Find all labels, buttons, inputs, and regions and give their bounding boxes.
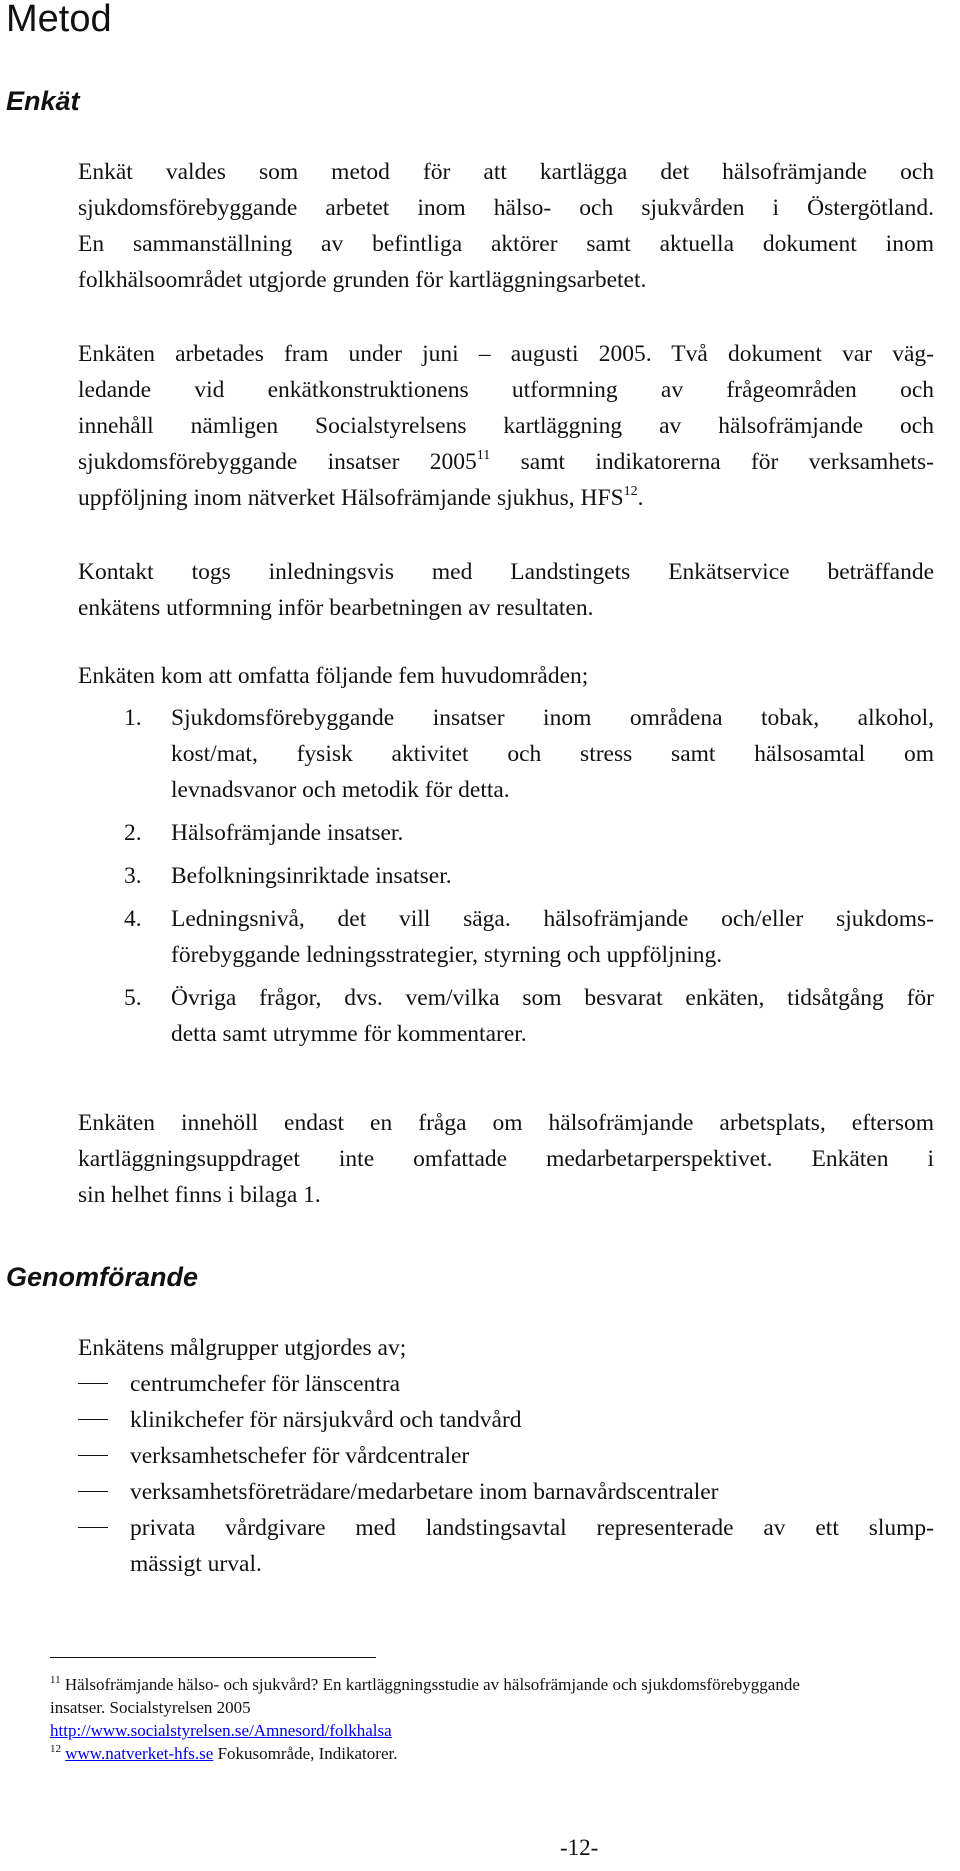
- text-segment: samt indikatorerna för verksamhets-: [490, 449, 935, 475]
- list-item-text: [171, 815, 934, 851]
- footnote-text: Fokusområde, Indikatorer.: [213, 1744, 398, 1763]
- dash-bullet-icon: [78, 1455, 108, 1456]
- list-item: [78, 980, 934, 1052]
- text-line: verksamhetschefer för vårdcentraler: [130, 1443, 470, 1469]
- footnote-link-natverket-hfs[interactable]: www.natverket-hfs.se: [65, 1744, 214, 1763]
- list-item: [78, 1474, 934, 1510]
- text-line: [78, 444, 934, 480]
- dash-bullet-icon: [78, 1491, 108, 1492]
- list-item: [78, 815, 934, 851]
- footnote-text: Hälsofrämjande hälso- och sjukvård? En kartläggningsstudie av hälsofrämjande och sjukdomsförebyggande: [60, 1675, 800, 1694]
- page-title: Metod: [6, 0, 112, 40]
- text-line: sjukdomsförebyggande arbetet inom hälso- och sjukvården i Östergötland.: [78, 195, 934, 221]
- text-line: enkätens utformning inför bearbetningen av resultaten.: [78, 595, 594, 621]
- text-line: Enkäten kom att omfatta följande fem huvudområden;: [78, 663, 589, 689]
- list-item: [78, 1438, 934, 1474]
- footnote-12: [50, 1742, 954, 1765]
- page-number: -12-: [560, 1835, 599, 1860]
- text-line: [78, 480, 934, 516]
- list-item: [78, 700, 934, 808]
- text-line: verksamhetsföreträdare/medarbetare inom barnavårdscentraler: [130, 1479, 719, 1505]
- list-number: 3.: [124, 863, 142, 889]
- text-line: klinikchefer för närsjukvård och tandvård: [130, 1407, 522, 1433]
- text-line: innehåll nämligen Socialstyrelsens kartläggning av hälsofrämjande och: [78, 413, 934, 439]
- text-line: Enkätens målgrupper utgjordes av;: [78, 1335, 407, 1361]
- text-line: kartläggningsuppdraget inte omfattade medarbetarperspektivet. Enkäten i: [78, 1146, 934, 1172]
- text-line: folkhälsoområdet utgjorde grunden för kartläggningsarbetet.: [78, 267, 647, 293]
- footnote-ref-12[interactable]: 12: [623, 484, 638, 499]
- list-item-text: [130, 1474, 934, 1510]
- text-line: En sammanställning av befintliga aktörer samt aktuella dokument inom: [78, 231, 934, 257]
- footnote-divider: [50, 1657, 376, 1658]
- text-line: Övriga frågor, dvs. vem/vilka som besvarat enkäten, tidsåtgång för: [171, 985, 934, 1011]
- list-item-text: [171, 901, 934, 973]
- list-item-text: [171, 700, 934, 808]
- list-number: 5.: [124, 985, 142, 1011]
- text-segment: sjukdomsförebyggande insatser 2005: [78, 449, 477, 475]
- text-segment: .: [637, 485, 644, 511]
- dash-bullet-icon: [78, 1383, 108, 1384]
- paragraph-target-groups-intro: [78, 1330, 934, 1366]
- text-line: privata vårdgivare med landstingsavtal representerade av ett slump-: [130, 1515, 934, 1541]
- list-item: [78, 858, 934, 894]
- text-line: Enkät valdes som metod för att kartlägga det hälsofrämjande och: [78, 159, 934, 185]
- list-item: [78, 1402, 934, 1438]
- paragraph-survey-development: [78, 336, 934, 516]
- list-number: 2.: [124, 820, 142, 846]
- dash-bullet-icon: [78, 1419, 108, 1420]
- text-line: Hälsofrämjande insatser.: [171, 820, 404, 846]
- text-line: Sjukdomsförebyggande insatser inom områdena tobak, alkohol,: [171, 705, 934, 731]
- list-item: [78, 901, 934, 973]
- paragraph-workplace-question: [78, 1105, 934, 1213]
- paragraph-contact: [78, 554, 934, 626]
- list-item-text: [171, 858, 934, 894]
- list-item-text: [130, 1402, 934, 1438]
- text-line: förebyggande ledningsstrategier, styrning och uppföljning.: [171, 942, 723, 968]
- paragraph-intro: [78, 154, 934, 298]
- list-item: [78, 1510, 934, 1582]
- footnote-link-row: [50, 1719, 954, 1742]
- main-areas-list: [78, 700, 934, 1059]
- text-line: Ledningsnivå, det vill säga. hälsofrämjande och/eller sjukdoms-: [171, 906, 934, 932]
- text-line: ledande vid enkätkonstruktionens utformning av frågeområden och: [78, 377, 934, 403]
- text-line: levnadsvanor och metodik för detta.: [171, 777, 510, 803]
- footnote-ref-11[interactable]: 11: [476, 448, 491, 463]
- text-line: detta samt utrymme för kommentarer.: [171, 1021, 527, 1047]
- section-heading-enkat: Enkät: [6, 86, 80, 116]
- text-line: sin helhet finns i bilaga 1.: [78, 1182, 321, 1208]
- list-item-text: [130, 1510, 934, 1582]
- footnotes: [50, 1673, 954, 1765]
- text-segment: uppföljning inom nätverket Hälsofrämjande sjukhus, HFS: [78, 485, 624, 511]
- footnote-number: 11: [50, 1674, 61, 1686]
- text-line: Kontakt togs inledningsvis med Landstingets Enkätservice beträffande: [78, 559, 934, 585]
- dash-bullet-icon: [78, 1527, 108, 1528]
- list-number: 1.: [124, 705, 142, 731]
- text-line: Enkäten arbetades fram under juni – augusti 2005. Två dokument var väg-: [78, 341, 934, 367]
- footnote-number: 12: [50, 1743, 61, 1755]
- list-number: 4.: [124, 906, 142, 932]
- text-line: kost/mat, fysisk aktivitet och stress samt hälsosamtal om: [171, 741, 934, 767]
- text-line: centrumchefer för länscentra: [130, 1371, 401, 1397]
- list-item-text: [130, 1438, 934, 1474]
- text-line: Befolkningsinriktade insatser.: [171, 863, 452, 889]
- target-groups-list: [78, 1366, 934, 1582]
- section-heading-genomforande: Genomförande: [6, 1262, 199, 1292]
- text-line: Enkäten innehöll endast en fråga om hälsofrämjande arbetsplats, eftersom: [78, 1110, 934, 1136]
- list-item-text: [130, 1366, 934, 1402]
- list-item-text: [171, 980, 934, 1052]
- text-line: mässigt urval.: [130, 1551, 262, 1577]
- paragraph-areas-intro: [78, 658, 934, 694]
- footnote-11-continued: insatser. Socialstyrelsen 2005: [50, 1698, 251, 1717]
- footnote-11: [50, 1673, 954, 1696]
- footnote-link-socialstyrelsen[interactable]: http://www.socialstyrelsen.se/Amnesord/folkhalsa: [50, 1721, 392, 1740]
- list-item: [78, 1366, 934, 1402]
